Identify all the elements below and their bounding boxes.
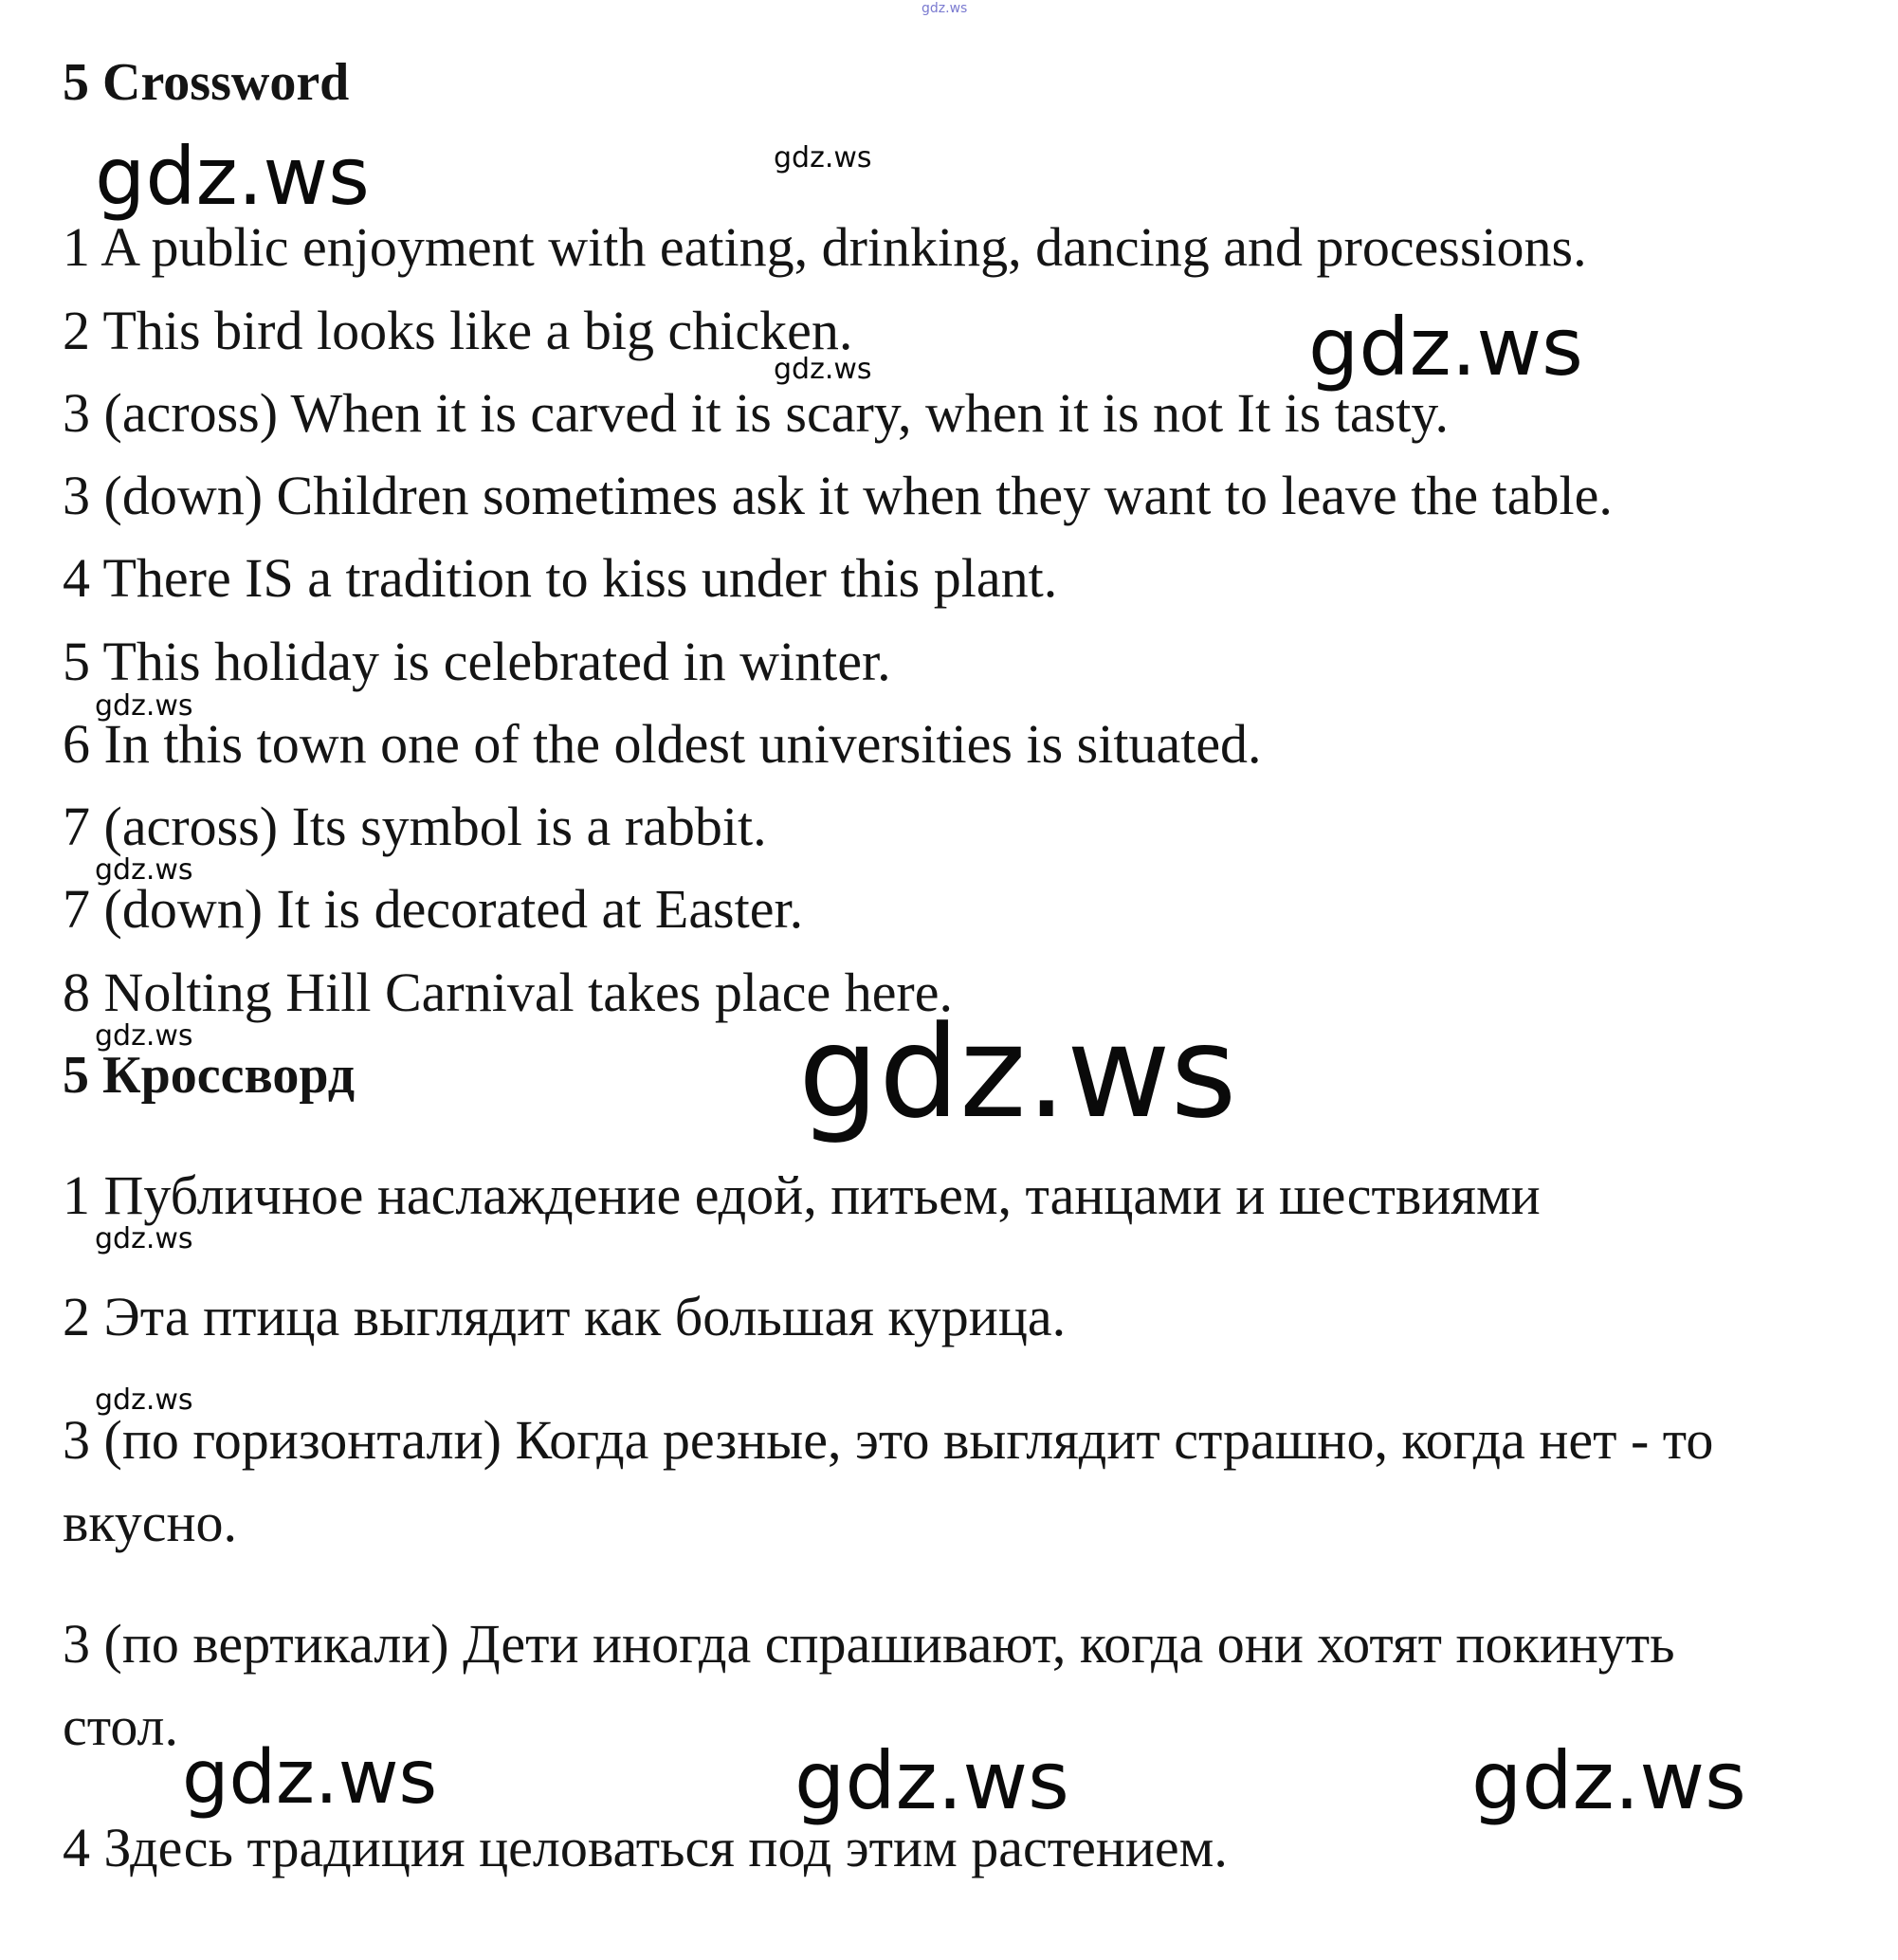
ru-clue-3-down: 3 (по вертикали) Дети иногда спрашивают, когда они хотят покинуть: [63, 1613, 1675, 1675]
watermark-small-6: gdz.ws: [95, 1222, 193, 1255]
ru-clue-3-across: 3 (по горизонтали) Когда резные, это выглядит страшно, когда нет - то: [63, 1409, 1714, 1471]
ru-clue-2: 2 Эта птица выглядит как большая курица.: [63, 1286, 1067, 1347]
clue-8: 8 Nolting Hill Carnival takes place here.: [63, 962, 953, 1023]
ru-clue-3-across-cont: вкусно.: [63, 1492, 238, 1553]
clue-2: 2 This bird looks like a big chicken.: [63, 300, 853, 361]
watermark-bottom-right: gdz.ws: [1471, 1734, 1746, 1827]
clue-3-across: 3 (across) When it is carved it is scary, when it is not It is tasty.: [63, 382, 1450, 444]
clue-6: 6 In this town one of the oldest universities is situated.: [63, 713, 1262, 775]
watermark-small-5: gdz.ws: [95, 1019, 193, 1053]
watermark-huge-center: gdz.ws: [798, 998, 1237, 1146]
clue-1: 1 A public enjoyment with eating, drinking, dancing and processions.: [63, 216, 1587, 278]
ru-clue-4: 4 Здесь традиция целоваться под этим растением.: [63, 1817, 1228, 1878]
watermark-small-4: gdz.ws: [95, 853, 193, 887]
watermark-tiny-top: gdz.ws: [922, 1, 968, 16]
watermark-bottom-center: gdz.ws: [794, 1734, 1069, 1827]
watermark-small-7: gdz.ws: [95, 1383, 193, 1417]
watermark-small-3: gdz.ws: [95, 689, 193, 723]
watermark-small-1: gdz.ws: [774, 141, 872, 174]
english-title: 5 Crossword: [63, 53, 350, 112]
watermark-large-right: gdz.ws: [1308, 301, 1583, 394]
ru-clue-3-down-cont: стол.: [63, 1695, 179, 1757]
watermark-small-2: gdz.ws: [774, 353, 872, 386]
clue-3-down: 3 (down) Children sometimes ask it when they want to leave the table.: [63, 465, 1613, 526]
clue-5: 5 This holiday is celebrated in winter.: [63, 631, 891, 692]
russian-title: 5 Кроссворд: [63, 1046, 356, 1105]
clue-4: 4 There IS a tradition to kiss under this plant.: [63, 547, 1058, 609]
clue-7-across: 7 (across) Its symbol is a rabbit.: [63, 796, 767, 857]
watermark-bottom-left: gdz.ws: [182, 1735, 438, 1821]
clue-7-down: 7 (down) It is decorated at Easter.: [63, 878, 804, 940]
watermark-large-left: gdz.ws: [95, 130, 370, 223]
ru-clue-1: 1 Публичное наслаждение едой, питьем, танцами и шествиями: [63, 1164, 1541, 1226]
